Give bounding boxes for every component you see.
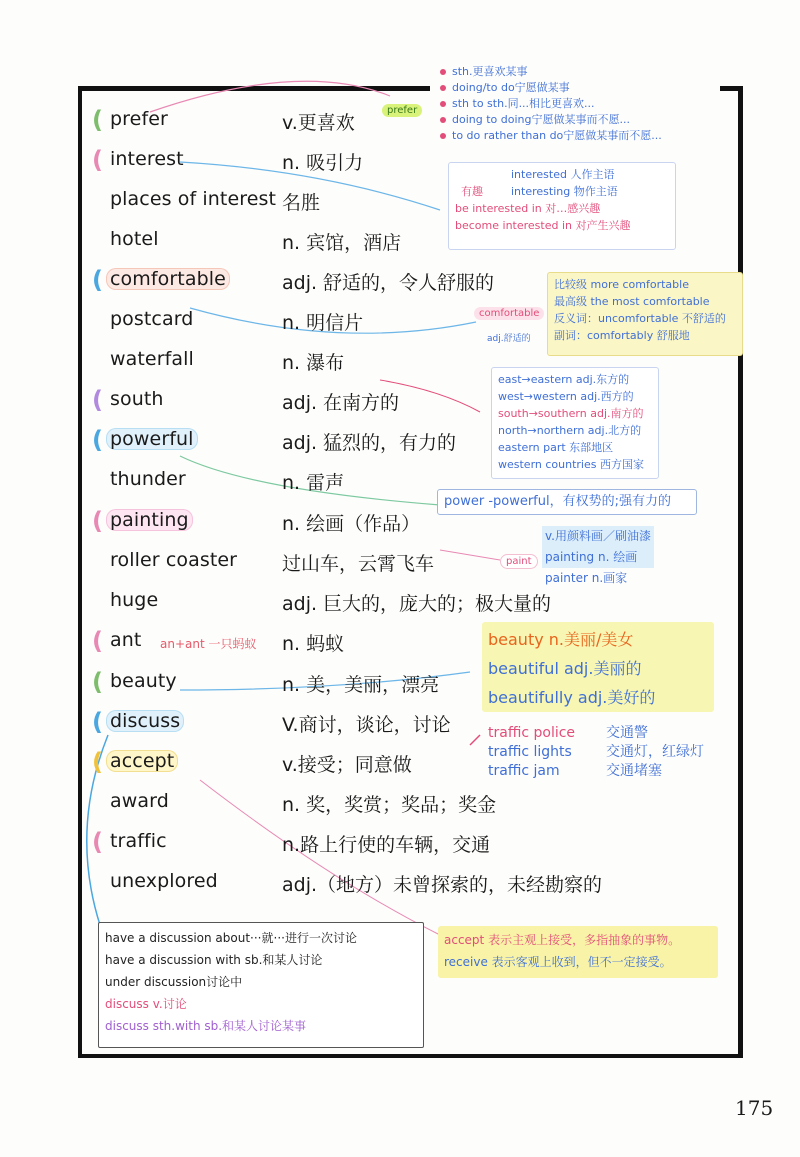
- vocab-meaning: n. 宾馆，酒店: [282, 232, 402, 254]
- bracket-mark: (: [92, 627, 103, 655]
- vocab-meaning: n. 雷声: [282, 472, 345, 494]
- traffic-notes: [488, 724, 704, 781]
- south-line: north→northern adj.北方的: [498, 424, 642, 437]
- beauty-line: beauty n.美丽/美女: [488, 630, 634, 649]
- south-note: [491, 367, 659, 479]
- discuss-line: have a discussion with sb.和某人讨论: [105, 953, 323, 967]
- vocab-meaning: n. 蚂蚁: [282, 633, 345, 655]
- bracket-mark: (: [92, 507, 103, 535]
- vocab-meaning: 名胜: [282, 192, 321, 214]
- vocab-word: places of interest: [110, 188, 277, 210]
- south-line: south→southern adj.南方的: [498, 407, 644, 420]
- paint-line: painting n. 绘画: [542, 547, 654, 568]
- comfortable-sub: adj.舒适的: [487, 334, 531, 344]
- accept-line: receive 表示客观上收到，但不一定接受。: [444, 955, 672, 969]
- bracket-mark: (: [92, 146, 103, 174]
- vocab-word: thunder: [110, 468, 186, 490]
- vocab-meaning: n.路上行使的车辆，交通: [282, 834, 491, 856]
- bracket-mark: (: [92, 708, 103, 736]
- powerful-note: [437, 489, 697, 515]
- traffic-line: traffic lights 交通灯，红绿灯: [488, 744, 704, 760]
- vocab-meaning: n. 吸引力: [282, 152, 364, 174]
- discuss-line: discuss v.讨论: [105, 997, 187, 1011]
- paint-notes: [542, 526, 654, 589]
- comfortable-line: 反义词：uncomfortable 不舒适的: [554, 312, 726, 325]
- vocab-word: prefer: [110, 108, 168, 130]
- discuss-note: [98, 922, 424, 1048]
- vocab-word: discuss: [106, 710, 184, 732]
- vocab-meaning: adj. 猛烈的，有力的: [282, 432, 457, 454]
- vocab-word: beauty: [110, 670, 177, 692]
- interest-line: become interested in 对产生兴趣: [455, 219, 631, 232]
- page-number: 175: [735, 1096, 774, 1120]
- discuss-line: have a discussion about···就···进行一次讨论: [105, 931, 357, 945]
- paint-badge: paint: [500, 554, 538, 569]
- comfortable-note: [547, 272, 743, 356]
- vocab-word: accept: [106, 750, 178, 772]
- bracket-mark: (: [92, 106, 103, 134]
- interest-note: [448, 162, 676, 250]
- paint-line: v.用颜料画／刷油漆: [542, 526, 654, 547]
- accept-line: accept 表示主观上接受，多指抽象的事物。: [444, 933, 681, 947]
- interest-line: interesting 物作主语: [511, 185, 618, 198]
- powerful-note-text: power -powerful，有权势的;强有力的: [444, 494, 671, 509]
- bracket-mark: (: [92, 668, 103, 696]
- vocab-meaning: adj. 巨大的，庞大的；极大量的: [282, 593, 552, 615]
- traffic-line: traffic jam 交通堵塞: [488, 763, 662, 779]
- discuss-line: discuss sth.with sb.和某人讨论某事: [105, 1019, 307, 1033]
- bracket-mark: (: [92, 828, 103, 856]
- discuss-line: under discussion讨论中: [105, 975, 243, 989]
- traffic-line: traffic police 交通警: [488, 725, 648, 741]
- vocab-word: hotel: [110, 228, 159, 250]
- south-line: east→eastern adj.东方的: [498, 373, 630, 386]
- interest-line: interested 人作主语: [511, 168, 615, 181]
- vocab-meaning: V.商讨，谈论，讨论: [282, 714, 451, 736]
- prefer-note-line: doing/to do宁愿做某事: [440, 80, 662, 96]
- vocab-word: waterfall: [110, 348, 194, 370]
- south-line: eastern part 东部地区: [498, 441, 614, 454]
- vocab-word: interest: [110, 148, 184, 170]
- vocab-meaning: 过山车，云霄飞车: [282, 553, 435, 575]
- beauty-note: [482, 622, 714, 712]
- vocab-word: roller coaster: [110, 549, 238, 571]
- beauty-line: beautiful adj.美丽的: [488, 659, 642, 678]
- vocab-meaning: adj. 舒适的，令人舒服的: [282, 272, 495, 294]
- prefer-note-line: doing to doing宁愿做某事而不愿...: [440, 112, 662, 128]
- vocab-word: traffic: [110, 830, 167, 852]
- comfortable-line: 比较级 more comfortable: [554, 278, 689, 291]
- interest-tag: 有趣: [461, 185, 483, 198]
- prefer-badge: prefer: [382, 104, 422, 117]
- bracket-mark: (: [92, 748, 103, 776]
- bracket-mark: (: [92, 386, 103, 414]
- ant-note: an+ant 一只蚂蚁: [160, 637, 257, 651]
- vocab-meaning: v.更喜欢: [282, 112, 355, 134]
- vocab-word: south: [110, 388, 164, 410]
- vocab-row: [106, 866, 706, 902]
- interest-line: be interested in 对…感兴趣: [455, 202, 601, 215]
- vocab-meaning: n. 瀑布: [282, 352, 345, 374]
- vocab-meaning: n. 明信片: [282, 312, 364, 334]
- vocab-word: comfortable: [106, 268, 230, 290]
- accept-note: [438, 926, 718, 978]
- vocab-word: powerful: [106, 428, 198, 450]
- vocab-word: painting: [106, 509, 193, 531]
- south-line: west→western adj.西方的: [498, 390, 634, 403]
- vocab-meaning: adj. 在南方的: [282, 392, 400, 414]
- paint-line: painter n.画家: [545, 571, 628, 585]
- vocab-row: [106, 585, 706, 621]
- vocab-word: ant: [110, 629, 142, 651]
- vocab-row: [106, 786, 706, 822]
- comfortable-line: 副词：comfortably 舒服地: [554, 329, 690, 342]
- vocab-row: [92, 826, 706, 862]
- vocab-word: unexplored: [110, 870, 218, 892]
- vocab-word: huge: [110, 589, 159, 611]
- vocab-meaning: v.接受；同意做: [282, 754, 412, 776]
- prefer-note-line: sth to sth.同...相比更喜欢...: [440, 96, 662, 112]
- vocab-meaning: adj.（地方）未曾探索的，未经勘察的: [282, 874, 603, 896]
- comfortable-badge: comfortable: [474, 307, 544, 320]
- vocab-meaning: n. 绘画（作品）: [282, 513, 421, 535]
- comfortable-line: 最高级 the most comfortable: [554, 295, 710, 308]
- south-line: western countries 西方国家: [498, 458, 644, 471]
- vocab-word: postcard: [110, 308, 194, 330]
- bracket-mark: (: [92, 266, 103, 294]
- prefer-notes: [440, 64, 662, 144]
- vocab-meaning: n. 奖，奖赏；奖品；奖金: [282, 794, 497, 816]
- bracket-mark: (: [92, 426, 103, 454]
- prefer-note-line: to do rather than do宁愿做某事而不愿...: [440, 128, 662, 144]
- beauty-line: beautifully adj.美好的: [488, 688, 656, 707]
- prefer-note-line: sth.更喜欢某事: [440, 64, 662, 80]
- vocab-word: award: [110, 790, 169, 812]
- vocab-meaning: n. 美，美丽，漂亮: [282, 674, 440, 696]
